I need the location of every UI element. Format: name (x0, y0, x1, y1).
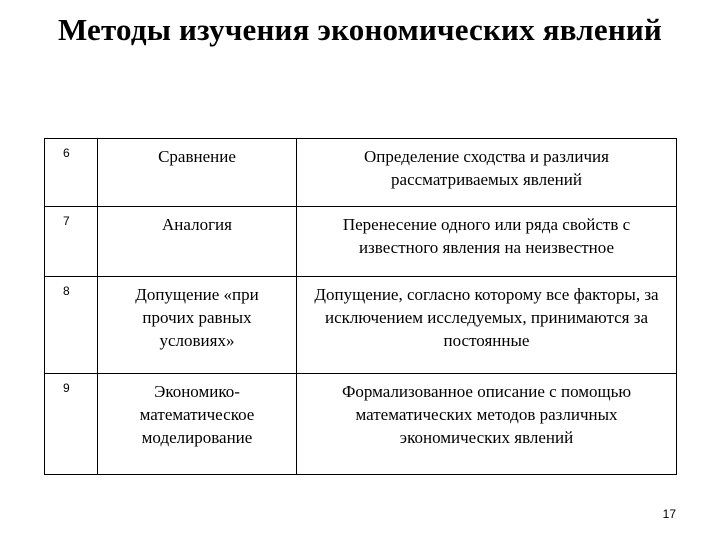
row-number: 7 (45, 207, 98, 277)
page-number: 17 (662, 507, 676, 521)
table-row (45, 207, 677, 277)
method-description: Формализованное описание с помощью математических методов различных экономических явлений (297, 374, 677, 475)
method-name: Экономико-математическое моделирование (98, 374, 297, 475)
table-row (45, 277, 677, 374)
table-row (45, 374, 677, 475)
method-name: Аналогия (98, 207, 297, 277)
slide-title: Методы изучения экономических явлений (57, 12, 662, 47)
row-number: 8 (45, 277, 98, 374)
method-description: Определение сходства и различия рассматриваемых явлений (297, 139, 677, 207)
method-description: Перенесение одного или ряда свойств с известного явления на неизвестное (297, 207, 677, 277)
method-name: Сравнение (98, 139, 297, 207)
method-name: Допущение «при прочих равных условиях» (98, 277, 297, 374)
table-row (45, 139, 677, 207)
methods-table (44, 138, 677, 475)
method-description: Допущение, согласно которому все факторы, за исключением исследуемых, принимаются за постоянные (297, 277, 677, 374)
row-number: 6 (45, 139, 98, 207)
row-number: 9 (45, 374, 98, 475)
